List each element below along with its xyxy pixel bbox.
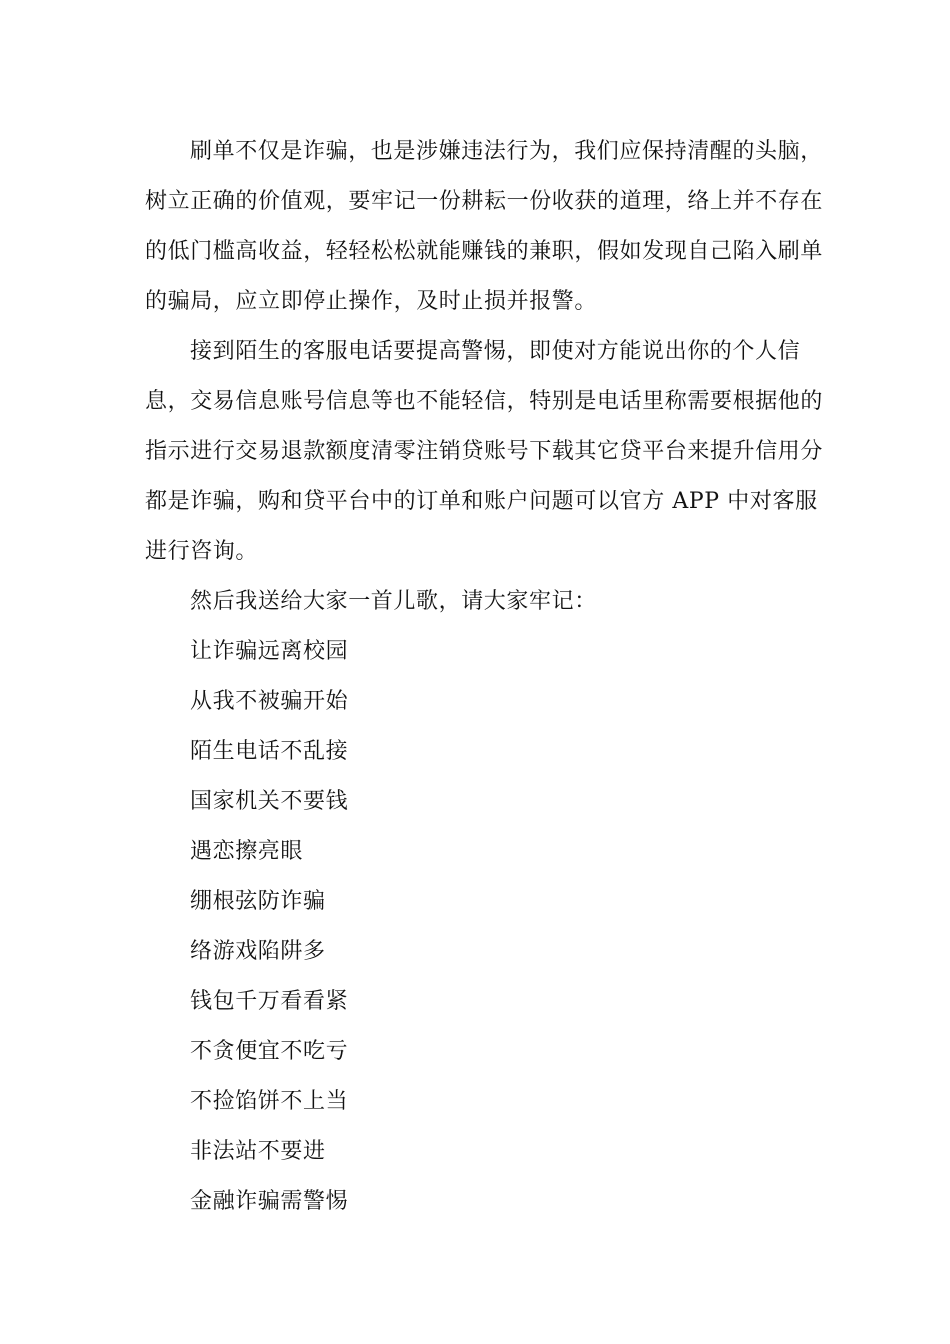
poem-line: 让诈骗远离校园	[190, 639, 349, 664]
poem-line: 金融诈骗需警惕	[190, 1189, 349, 1214]
poem-line: 绷根弦防诈骗	[190, 889, 326, 914]
poem-line: 非法站不要进	[190, 1139, 326, 1164]
poem-line: 遇恋擦亮眼	[190, 839, 304, 864]
anti-fraud-song	[145, 627, 835, 1227]
poem-line: 从我不被骗开始	[190, 689, 349, 714]
poem-line: 不贪便宜不吃亏	[190, 1039, 349, 1064]
paragraph-customer-service-call: 接到陌生的客服电话要提高警惕，即使对方能说出你的个人信息，交易信息账号信息等也不能轻信，特别是电话里称需要根据他的指示进行交易退款额度清零注销贷账号下载其它贷平台来提升信用分都是诈骗，购和贷平台中的订单和账户问题可以官方 APP 中对客服进行咨询。	[145, 339, 824, 564]
poem-line: 钱包千万看看紧	[190, 989, 349, 1014]
poem-line: 国家机关不要钱	[190, 789, 349, 814]
poem-line: 陌生电话不乱接	[190, 739, 349, 764]
paragraph-song-intro: 然后我送给大家一首儿歌，请大家牢记：	[190, 589, 597, 614]
document-body	[145, 127, 835, 1227]
paragraph-order-brushing: 刷单不仅是诈骗，也是涉嫌违法行为，我们应保持清醒的头脑，树立正确的价值观，要牢记一份耕耘一份收获的道理，络上并不存在的低门槛高收益，轻轻松松就能赚钱的兼职，假如发现自己陷入刷单的骗局，应立即停止操作，及时止损并报警。	[145, 139, 824, 314]
poem-line: 络游戏陷阱多	[190, 939, 326, 964]
poem-line: 不捡馅饼不上当	[190, 1089, 349, 1114]
